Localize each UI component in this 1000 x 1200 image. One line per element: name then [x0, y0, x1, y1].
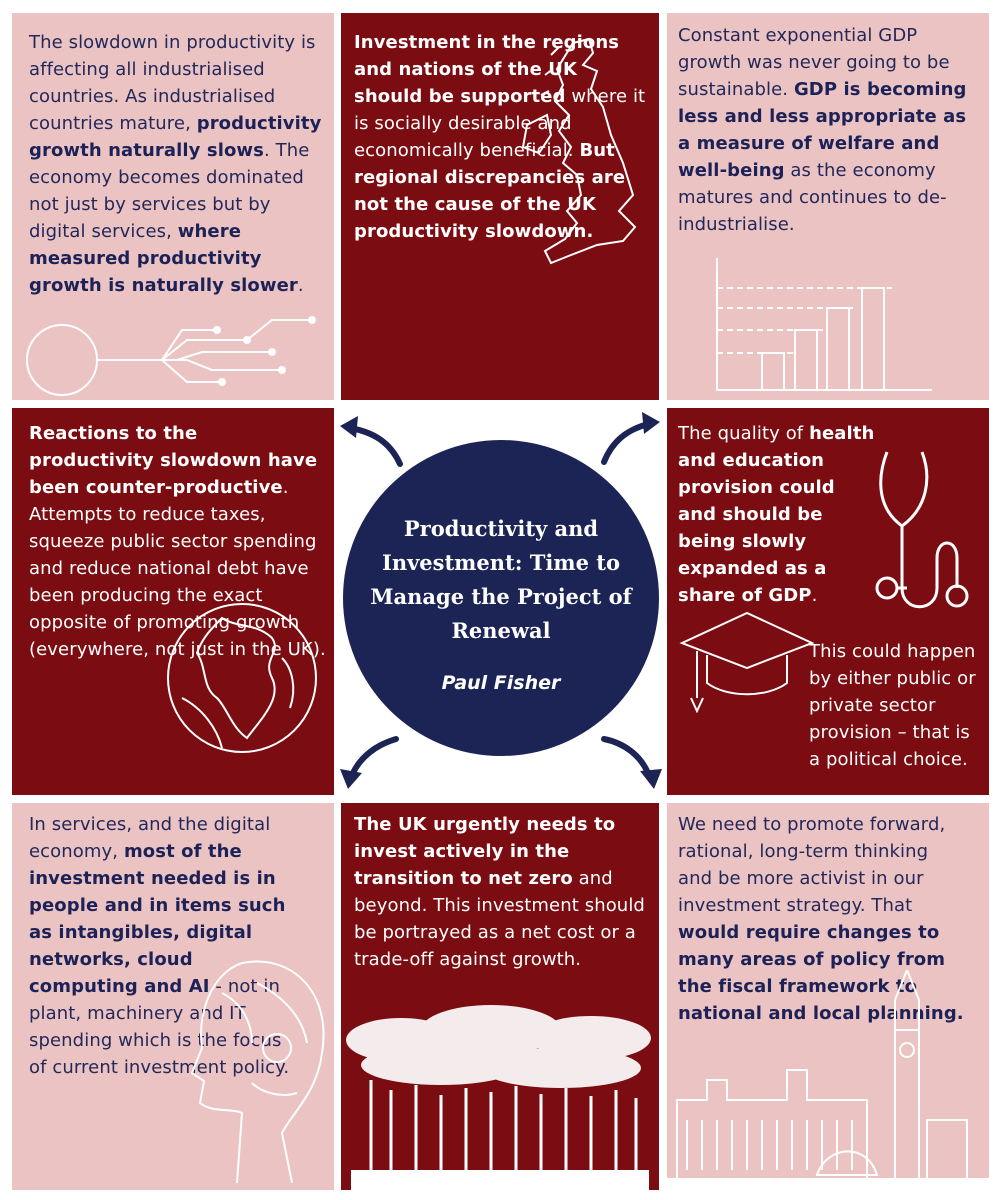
panel-text [29, 29, 327, 299]
text-segment: The quality of [678, 423, 810, 444]
text-segment: as the economy matures and continues to de-industrialise. [678, 160, 947, 235]
panel-text [678, 22, 978, 238]
robot-head-icon [182, 953, 334, 1183]
text-segment: The slowdown in productivity is affecting all industrialised countries. As industrialised countries mature, [29, 32, 316, 134]
bold-text-segment: GDP is becoming less and less appropriate as a measure of welfare and well-being [678, 79, 967, 181]
panel-bottom-right [667, 803, 989, 1190]
uk-map-icon [511, 35, 641, 285]
bold-text-segment: The UK urgently needs to invest actively in the transition to net zero [354, 814, 616, 889]
stethoscope-icon [857, 438, 977, 628]
text-segment: We need to promote forward, rational, long-term thinking and be more activist in our investment strategy. That [678, 814, 946, 916]
text-segment: Constant exponential GDP growth was never going to be sustainable. [678, 25, 950, 100]
panel-top-right [667, 13, 989, 400]
panel-text [354, 811, 650, 973]
panel-top-middle [341, 13, 659, 400]
arrow-up-right-icon [596, 410, 666, 470]
text-segment: . [811, 585, 818, 606]
bar-chart-icon [707, 258, 957, 398]
text-segment: In services, and the digital economy, [29, 814, 271, 862]
panel-bottom-middle [341, 803, 659, 1190]
bold-text-segment: Investment in the regions and nations of the UK should be supported [354, 32, 620, 107]
graduation-cap-icon [677, 603, 817, 713]
panel-middle-right [667, 408, 989, 795]
bold-text-segment: Reactions to the productivity slowdown have been counter-productive [29, 423, 318, 498]
bold-text-segment: But regional discrepancies are not the cause of the UK productivity slowdown. [354, 140, 626, 242]
author-name: Paul Fisher [441, 672, 561, 694]
bold-text-segment: where measured productivity growth is naturally slower [29, 221, 298, 296]
arrow-down-left-icon [336, 733, 406, 793]
bold-text-segment: would require changes to many areas of policy from the fiscal framework to national and local planning. [678, 922, 964, 1024]
text-segment: . [297, 275, 304, 296]
panel-text [678, 420, 878, 609]
globe-icon [162, 598, 322, 758]
arrow-up-left-icon [338, 412, 408, 472]
text-segment: and beyond. This investment should be portrayed as a net cost or a trade-off against growth. [354, 868, 645, 970]
circuit-icon [12, 300, 334, 400]
big-ben-icon [667, 970, 989, 1190]
center-title-circle [343, 440, 659, 756]
text-segment: . The economy becomes dominated not just by services but by digital services, [29, 140, 310, 242]
panel-middle-left [12, 408, 334, 795]
text-segment: where it is socially desirable and economically beneficial. [354, 86, 646, 161]
factory-smoke-icon [341, 1000, 659, 1190]
panel-bottom-left [12, 803, 334, 1190]
bold-text-segment: health and education provision could and should be being slowly expanded as a share of GDP [678, 423, 875, 606]
bold-text-segment: most of the investment needed is in people and in items such as intangibles, digital networks, cloud computing and AI [29, 841, 286, 997]
panel-extra-text: This could happen by either public or private sector provision – that is a political choice. [809, 641, 976, 770]
bold-text-segment: productivity growth naturally slows [29, 113, 322, 161]
text-segment: - not in plant, machinery and IT spending which is the focus of current investment policy. [29, 976, 290, 1078]
panel-top-left [12, 13, 334, 400]
arrow-down-right-icon [596, 733, 666, 793]
text-segment: . Attempts to reduce taxes, squeeze public sector spending and reduce national debt have been producing the exact opposite of promoting growth (everywhere, not just in the UK). [29, 477, 326, 660]
page-title: Productivity and Investment: Time to Manage the Project of Renewal [370, 516, 632, 643]
